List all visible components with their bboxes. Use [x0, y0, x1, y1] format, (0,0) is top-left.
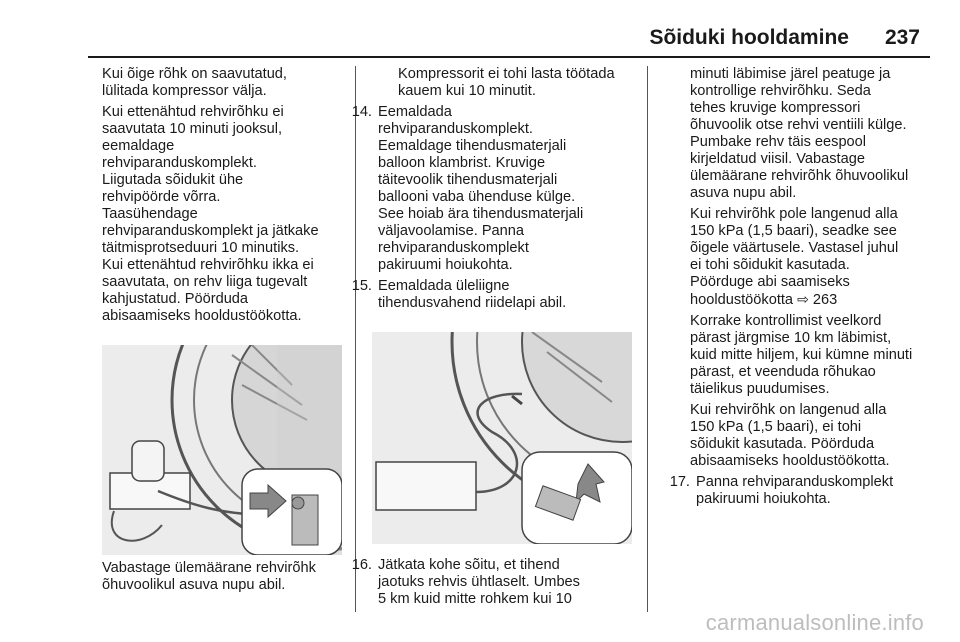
column-divider-2 — [647, 66, 648, 612]
step-15-text: Eemaldada üleliigne tihendusvahend riidelapi abil. — [378, 278, 567, 311]
step-15 — [351, 278, 634, 312]
page-number: 237 — [884, 26, 920, 49]
column-1 — [102, 66, 346, 329]
col3-paragraph-3: Korrake kontrollimist veelkord pärast järgmise 10 km läbimist, kuid mitte hiljem, kui kümne minuti pärast, et veenduda rõhukao täielikus puudumises. — [690, 313, 913, 397]
col3-paragraph-2-text: Kui rehvirõhk pole langenud alla 150 kPa (1,5 baari), seadke see õigele väärtusele. Vastasel juhul ei tohi sõidukit kasutada. Pöörduge abi saamiseks hooldustöökotta — [690, 206, 899, 308]
col3-paragraph-4: Kui rehvirõhk on langenud alla 150 kPa (1,5 baari), ei tohi sõidukit kasutada. Pöörduda abisaamiseks hooldustöökotta. — [690, 402, 890, 469]
section-title: Sõiduki hooldamine — [649, 26, 849, 49]
watermark: carmanualsonline.info — [705, 610, 924, 635]
step-16-text: Jätkata kohe sõitu, et tihend jaotuks rehvis ühtlaselt. Umbes 5 km kuid mitte rohkem kui 10 — [378, 557, 580, 607]
step-17-number: 17. — [669, 474, 690, 490]
column-2-bottom — [351, 557, 634, 612]
page-reference-arrow-icon: ⇨ — [797, 291, 809, 307]
figure-compressor-valve — [102, 345, 342, 555]
col1-paragraph-1: Kui õige rõhk on saavutatud, lülitada kompressor välja. — [102, 66, 287, 99]
step-16 — [351, 557, 634, 608]
compressor-valve-illustration — [102, 345, 342, 555]
hose-valve-illustration — [372, 332, 632, 544]
page-header — [649, 26, 920, 50]
step-15-number: 15. — [351, 278, 372, 294]
col3-paragraph-1: minuti läbimise järel peatuge ja kontrollige rehvirõhku. Seda tehes kruvige kompressori õhuvoolik otse rehvi ventiili külge. Pumbake rehv täis eespool kirjeldatud viisil. Vabastage ülemäärane rehvirõhk õhuvoolikul asuva nupu abil. — [690, 66, 909, 201]
step-14 — [351, 104, 634, 274]
column-2 — [351, 66, 634, 316]
col3-paragraph-2 — [662, 206, 932, 309]
step-14-text: Eemaldada rehviparanduskomplekt. Eemaldage tihendusmaterjali balloon klambrist. Kruvige täitevoolik tihendusmaterjali ballooni vaba ühenduse külge. See hoiab ära tihendusmaterjali väljavoolamise. Panna rehviparanduskomplekt pakiruumi hoiukohta. — [378, 104, 584, 273]
header-rule — [88, 56, 930, 58]
page-reference-link[interactable]: 263 — [812, 292, 838, 308]
step-17-text: Panna rehviparanduskomplekt pakiruumi hoiukohta. — [696, 474, 894, 507]
column-3 — [662, 66, 932, 512]
step-16-number: 16. — [351, 557, 372, 573]
col2-paragraph-1: Kompressorit ei tohi lasta töötada kauem kui 10 minutit. — [398, 66, 615, 99]
col1-paragraph-2: Kui ettenähtud rehvirõhku ei saavutata 10 minuti jooksul, eemaldage rehviparanduskomplekt. Liigutada sõidukit ühe rehvipöörde võrra. Taasühendage rehviparanduskomplekt ja jätkake täitmisprotseduuri 10 minutiks. Kui ettenähtud rehvirõhku ikka ei saavutata, on rehv liiga tugevalt kahjustatud. Pöörduda abisaamiseks hooldustöökotta. — [102, 104, 319, 324]
column-1-caption-wrap — [102, 560, 346, 598]
figure-1-caption: Vabastage ülemäärane rehvirõhk õhuvoolikul asuva nupu abil. — [102, 560, 316, 593]
step-17 — [669, 474, 932, 508]
figure-hose-valve — [372, 332, 632, 544]
step-14-number: 14. — [351, 104, 372, 120]
